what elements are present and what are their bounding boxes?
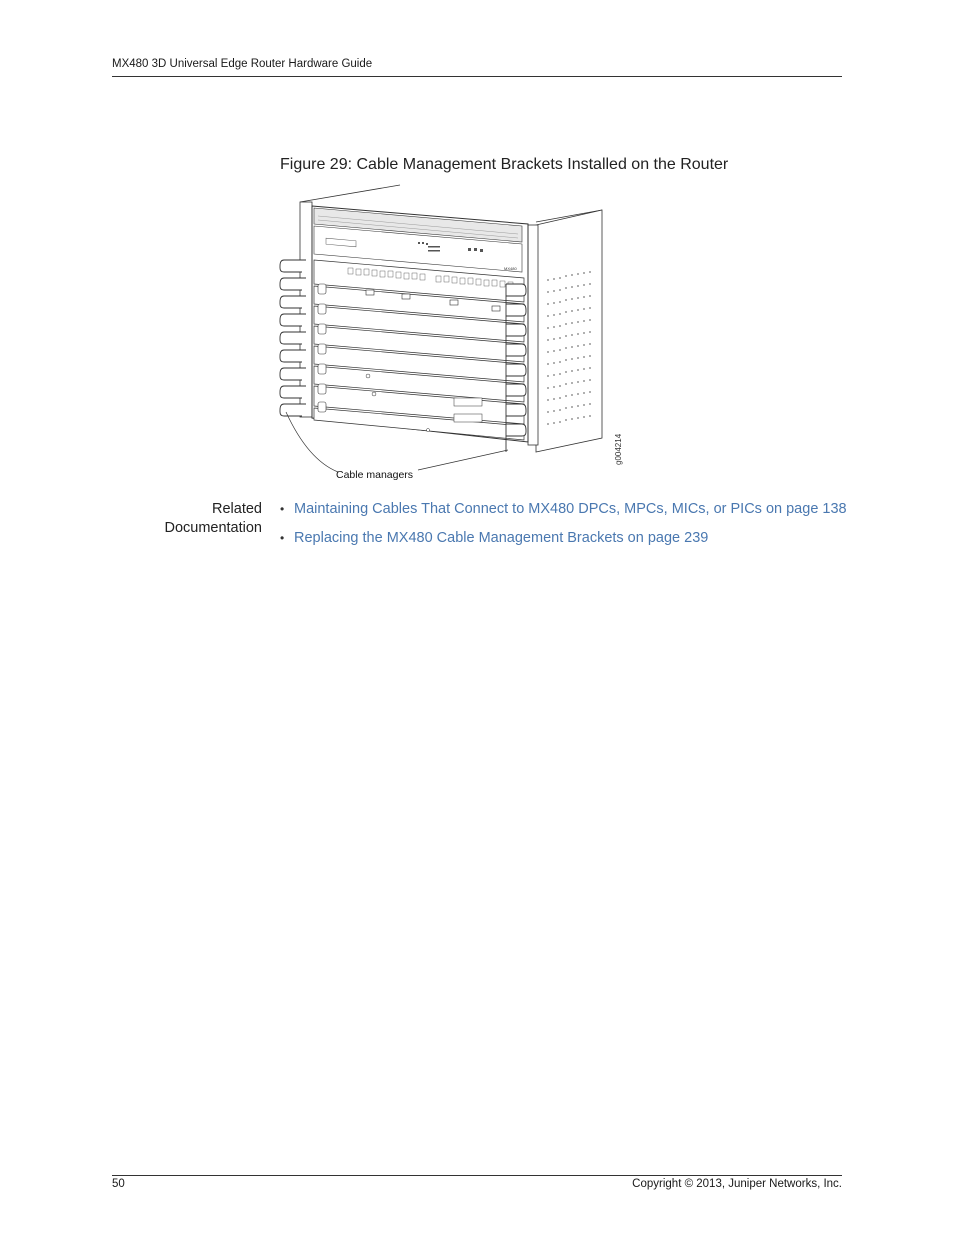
bullet-icon: • bbox=[280, 531, 285, 545]
device-model-label: MX480 bbox=[504, 266, 517, 271]
figure-caption: Figure 29: Cable Management Brackets Installed on the Router bbox=[280, 156, 729, 173]
router-illustration bbox=[278, 180, 628, 490]
list-item bbox=[280, 529, 847, 548]
chassis-side-panel bbox=[536, 210, 602, 452]
related-link-replacing-brackets[interactable]: Replacing the MX480 Cable Management Brackets on page 239 bbox=[294, 530, 709, 546]
page-number: 50 bbox=[112, 1178, 125, 1190]
list-item bbox=[280, 500, 847, 519]
figure-id-label: g004214 bbox=[614, 433, 623, 465]
related-link-maintaining-cables[interactable]: Maintaining Cables That Connect to MX480 DPCs, MPCs, MICs, or PICs on page 138 bbox=[294, 501, 847, 517]
copyright-notice: Copyright © 2013, Juniper Networks, Inc. bbox=[632, 1178, 842, 1190]
header-divider bbox=[112, 76, 842, 77]
callout-leader-right bbox=[418, 450, 508, 470]
right-cable-management-bracket bbox=[506, 284, 526, 452]
footer-divider bbox=[112, 1175, 842, 1176]
running-header: MX480 3D Universal Edge Router Hardware Guide bbox=[112, 58, 373, 70]
bullet-icon: • bbox=[280, 502, 285, 516]
left-cable-management-bracket bbox=[280, 260, 306, 416]
related-documentation-list bbox=[280, 500, 847, 558]
related-documentation-label: Related Documentation bbox=[164, 501, 262, 536]
cable-managers-callout: Cable managers bbox=[336, 469, 414, 481]
